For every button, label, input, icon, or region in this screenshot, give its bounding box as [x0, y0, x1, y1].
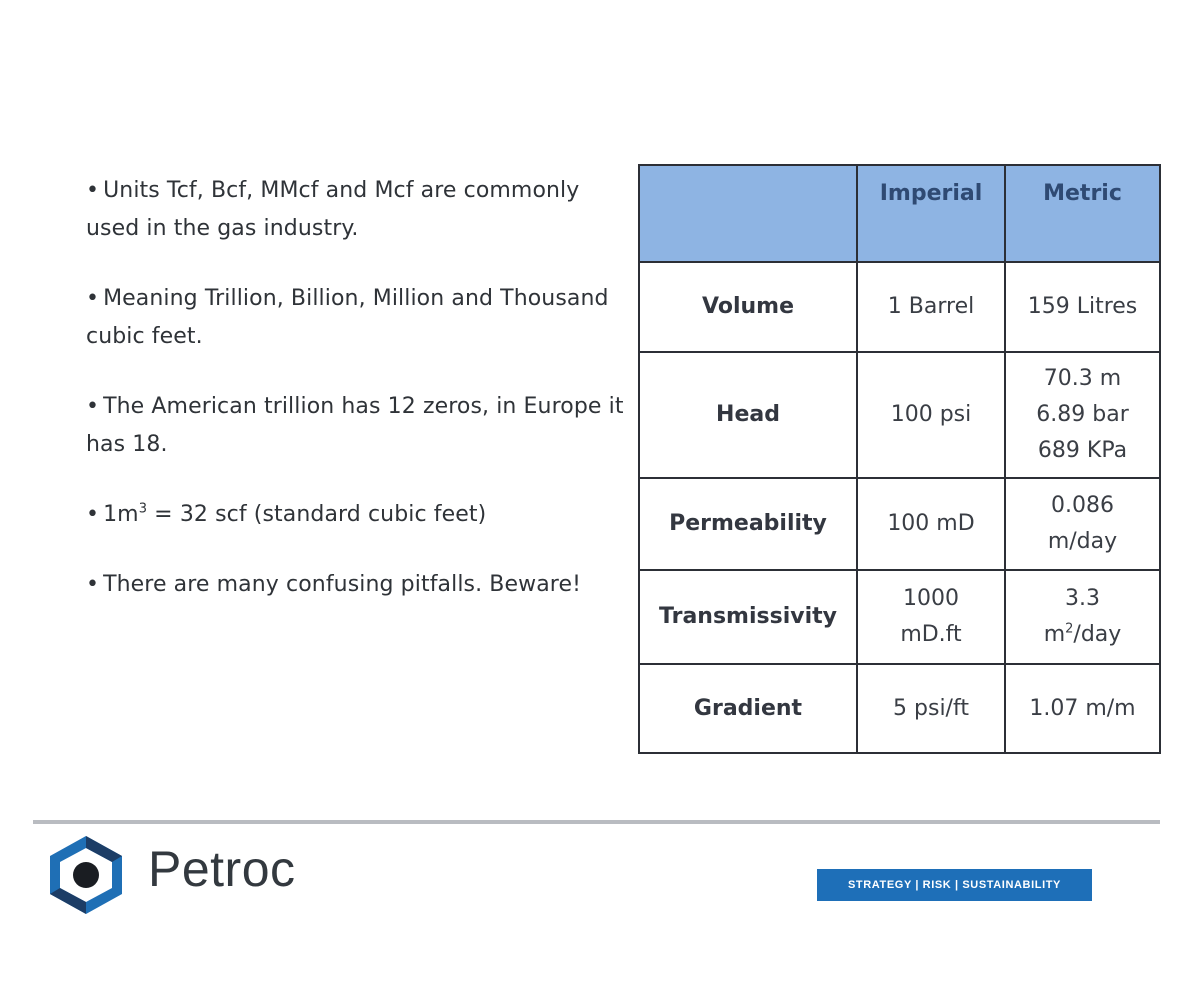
metric-cell: 70.3 m 6.89 bar 689 KPa	[1005, 352, 1160, 478]
table-row	[639, 478, 1160, 570]
imperial-cell: 1 Barrel	[857, 262, 1005, 352]
row-label: Head	[639, 352, 857, 478]
bullet-pitfalls: • There are many confusing pitfalls. Beware!	[86, 572, 582, 597]
row-label: Permeability	[639, 478, 857, 570]
imperial-cell: 100 mD	[857, 478, 1005, 570]
table-row	[639, 570, 1160, 664]
tagline-banner: STRATEGY | RISK | SUSTAINABILITY	[817, 869, 1092, 901]
imperial-cell: 100 psi	[857, 352, 1005, 478]
table-row	[639, 262, 1160, 352]
imperial-cell: 5 psi/ft	[857, 664, 1005, 753]
imperial-cell: 1000 mD.ft	[857, 570, 1005, 664]
bullet-trillion: • The American trillion has 12 zeros, in Europe it has 18.	[86, 394, 624, 457]
row-label: Transmissivity	[639, 570, 857, 664]
bullet-conversion: • $1m^3 = 32$ scf (standard cubic feet)	[86, 501, 487, 527]
metric-cell: 159 Litres	[1005, 262, 1160, 352]
row-label: Volume	[639, 262, 857, 352]
row-label: Gradient	[639, 664, 857, 753]
header-metric: Metric	[1005, 165, 1160, 262]
table-row	[639, 352, 1160, 478]
bullet-list	[86, 172, 631, 636]
brand-name: Petroc	[148, 841, 296, 897]
metric-cell: 0.086 m/day	[1005, 478, 1160, 570]
header-imperial: Imperial	[857, 165, 1005, 262]
table-row	[639, 664, 1160, 753]
header-empty	[639, 165, 857, 262]
table-header-row	[639, 165, 1160, 262]
footer-divider	[33, 820, 1160, 824]
bullet-meaning: • Meaning Trillion, Billion, Million and Thousand cubic feet.	[86, 286, 609, 349]
bullet-units: • Units Tcf, Bcf, MMcf and Mcf are commonly used in the gas industry.	[86, 178, 580, 241]
petroc-hexagon-logo-icon	[46, 834, 126, 916]
metric-cell: 3.3 $m^2$/day	[1005, 570, 1160, 664]
metric-cell: 1.07 m/m	[1005, 664, 1160, 753]
units-table	[638, 164, 1161, 754]
